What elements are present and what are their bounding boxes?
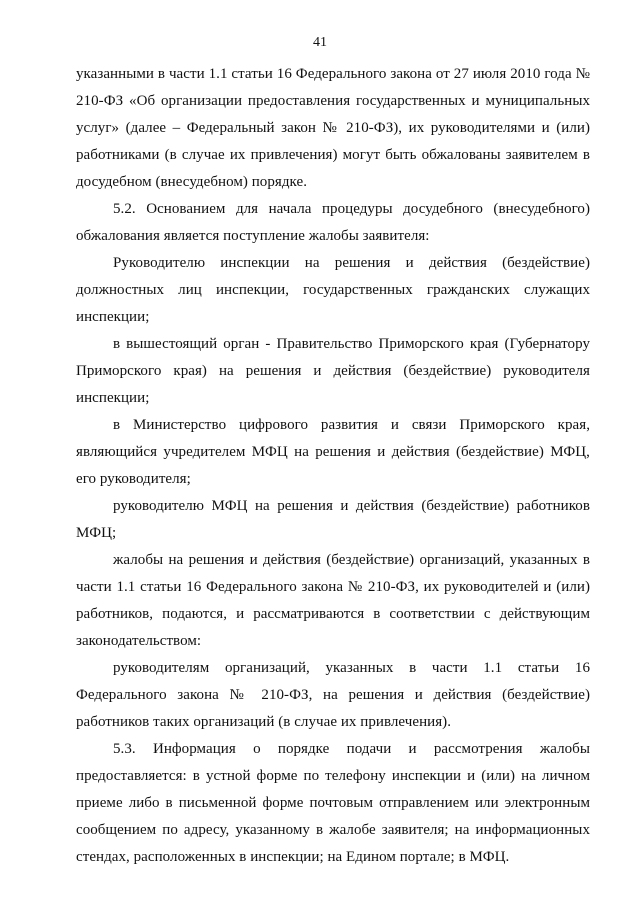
paragraph-continuation: указанными в части 1.1 статьи 16 Федерального закона от 27 июля 2010 года № 210-ФЗ «Об организации предоставления государственных и муниципальных услуг» (далее – Федеральный закон № 210-ФЗ), их руководителями и (или) работниками (в случае их привлечения) могут быть обжалованы заявителем в досудебном (внесудебном) порядке. [76, 66, 590, 190]
paragraph-organizations-complaints: жалобы на решения и действия (бездействие) организаций, указанных в части 1.1 статьи 16 Федерального закона № 210-ФЗ, их руководителей и (или) работников, подаются, и рассматриваются в соответствии с действующим законодательством: [76, 552, 590, 649]
paragraph-ministry: в Министерство цифрового развития и связи Приморского края, являющийся учредителем МФЦ на решения и действия (бездействие) МФЦ, его руководителя; [76, 417, 590, 487]
body-text [76, 61, 590, 871]
paragraph-inspection-head: Руководителю инспекции на решения и действия (бездействие) должностных лиц инспекции, государственных гражданских служащих инспекции; [76, 255, 590, 325]
paragraph-organization-heads: руководителям организаций, указанных в части 1.1 статьи 16 Федерального закона № 210-ФЗ, на решения и действия (бездействие) работников таких организаций (в случае их привлечения). [76, 660, 590, 730]
paragraph-5-2-heading: 5.2. Основанием для начала процедуры досудебного (внесудебного) обжалования является поступление жалобы заявителя: [76, 201, 590, 244]
paragraph-mfc-head: руководителю МФЦ на решения и действия (бездействие) работников МФЦ; [76, 498, 590, 541]
page-number: 41 [313, 35, 327, 50]
paragraph-higher-body: в вышестоящий орган - Правительство Приморского края (Губернатору Приморского края) на решения и действия (бездействие) руководителя инспекции; [76, 336, 590, 406]
paragraph-5-3-information: 5.3. Информация о порядке подачи и рассмотрения жалобы предоставляется: в устной форме по телефону инспекции и (или) на личном приеме либо в письменной форме почтовым отправлением или электронным сообщением по адресу, указанному в жалобе заявителя; на информационных стендах, расположенных в инспекции; на Едином портале; в МФЦ. [76, 741, 590, 865]
